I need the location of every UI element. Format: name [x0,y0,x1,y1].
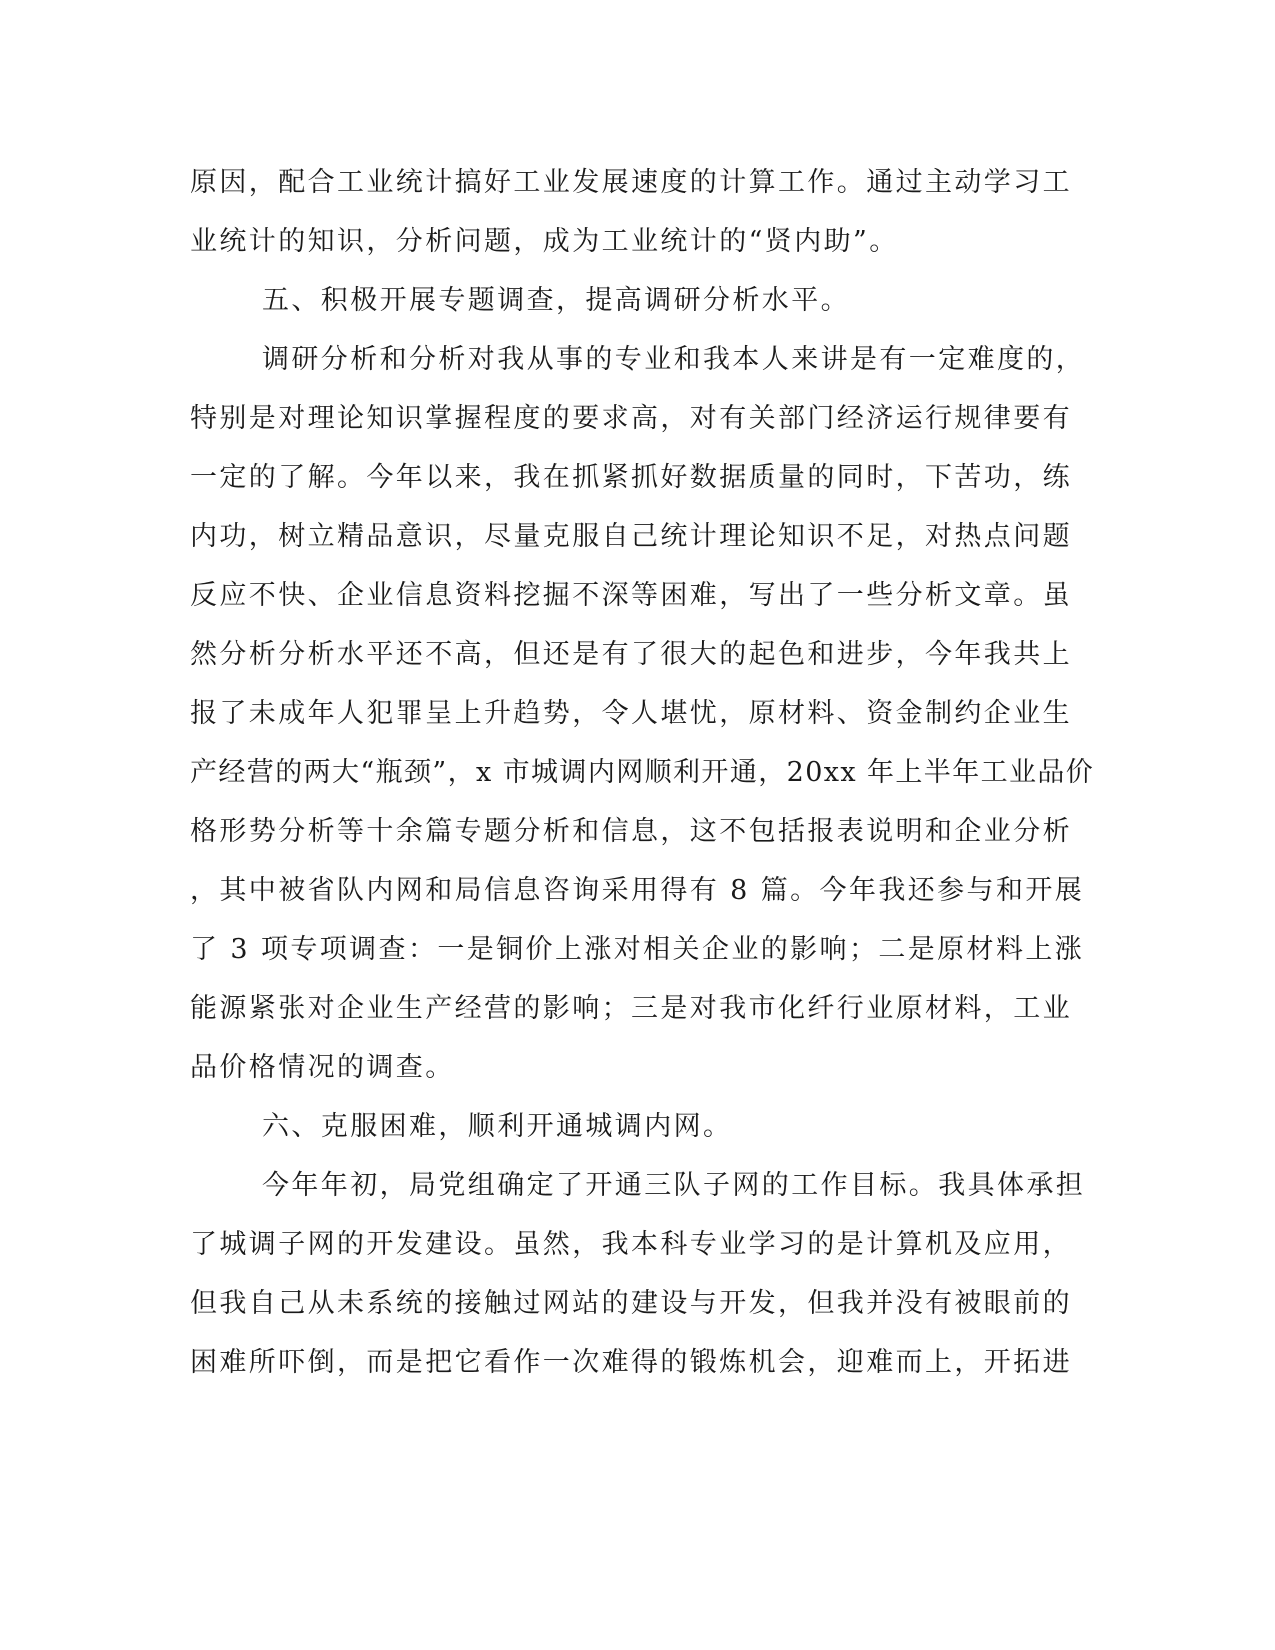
text-line: 能源紧张对企业生产经营的影响；三是对我市化纤行业原材料，工业 [190,993,1072,1024]
text-line: 但我自己从未系统的接触过网站的建设与开发，但我并没有被眼前的 [190,1288,1072,1319]
text-line: 业统计的知识，分析问题，成为工业统计的“贤内助”。 [190,226,899,257]
text-line: 格形势分析等十余篇专题分析和信息，这不包括报表说明和企业分析 [190,816,1072,847]
text-line: 了城调子网的开发建设。虽然，我本科专业学习的是计算机及应用， [190,1229,1072,1260]
text-line: 了 3 项专项调查：一是铜价上涨对相关企业的影响；二是原材料上涨 [190,934,1085,965]
text-line: 反应不快、企业信息资料挖掘不深等困难，写出了一些分析文章。虽 [190,580,1072,611]
section-heading: 五、积极开展专题调查，提高调研分析水平。 [262,285,850,316]
text-line: 调研分析和分析对我从事的专业和我本人来讲是有一定难度的， [262,344,1086,375]
text-line: 产经营的两大“瓶颈”，x 市城调内网顺利开通，20xx 年上半年工业品价 [190,757,1095,788]
section-heading: 六、克服困难，顺利开通城调内网。 [262,1111,733,1142]
text-line: 今年年初，局党组确定了开通三队子网的工作目标。我具体承担 [262,1170,1086,1201]
text-line: 困难所吓倒，而是把它看作一次难得的锻炼机会，迎难而上，开拓进 [190,1347,1072,1378]
text-line: 报了未成年人犯罪呈上升趋势，令人堪忧，原材料、资金制约企业生 [190,698,1072,729]
text-line: 内功，树立精品意识，尽量克服自己统计理论知识不足，对热点问题 [190,521,1072,552]
text-line: ，其中被省队内网和局信息咨询采用得有 8 篇。今年我还参与和开展 [190,875,1085,906]
text-line: 特别是对理论知识掌握程度的要求高，对有关部门经济运行规律要有 [190,403,1072,434]
text-line: 原因，配合工业统计搞好工业发展速度的计算工作。通过主动学习工 [190,167,1072,198]
text-line: 一定的了解。今年以来，我在抓紧抓好数据质量的同时，下苦功，练 [190,462,1072,493]
text-line: 品价格情况的调查。 [190,1052,455,1083]
text-line: 然分析分析水平还不高，但还是有了很大的起色和进步，今年我共上 [190,639,1072,670]
